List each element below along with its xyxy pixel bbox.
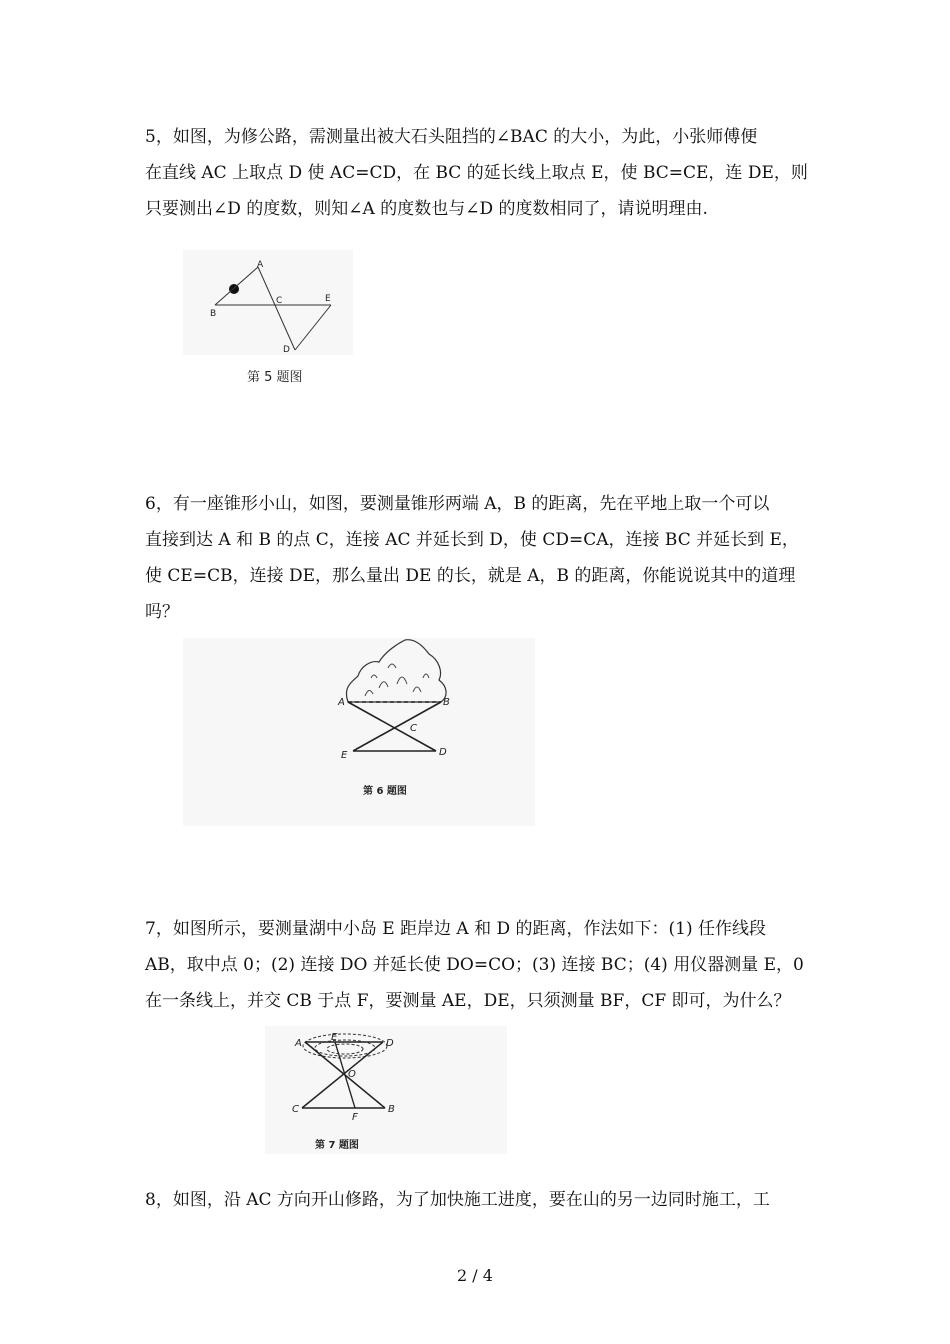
fig7-label-a: A [295, 1038, 302, 1049]
fig7-label-b: B [388, 1104, 395, 1115]
fig6-label-b: B [443, 697, 450, 708]
q6-line-1: 6，有一座锥形小山，如图，要测量锥形两端 A，B 的距离，先在平地上取一个可以 [145, 494, 770, 514]
question-5-text [145, 119, 810, 227]
fig7-label-e: E [331, 1032, 338, 1043]
q6-line-2: 直接到达 A 和 B 的点 C，连接 AC 并延长到 D，使 CD=CA，连接 BC 并延长到 E， [145, 530, 799, 550]
question-7-text [145, 911, 810, 1019]
fig7-caption: 第 7 题图 [315, 1140, 359, 1151]
fig6-label-e: E [341, 750, 348, 761]
fig5-label-d: D [283, 345, 290, 355]
fig6-caption: 第 6 题图 [363, 786, 407, 797]
question-6-text [145, 486, 810, 630]
q5-line-3: 只要测出∠D 的度数，则知∠A 的度数也与∠D 的度数相同了，请说明理由. [145, 199, 708, 219]
fig6-label-d: D [439, 747, 447, 758]
q5-line-1: 5，如图，为修公路，需测量出被大石头阻挡的∠BAC 的大小，为此，小张师傅便 [145, 127, 758, 147]
fig5-label-e: E [325, 294, 331, 304]
fig5-caption: 第 5 题图 [247, 370, 303, 385]
q8-line-1: 8，如图，沿 AC 方向开山修路，为了加快施工进度，要在山的另一边同时施工，工 [145, 1190, 770, 1210]
fig5-label-c: C [276, 296, 283, 306]
figure-7 [265, 1026, 510, 1156]
q6-line-4: 吗？ [145, 602, 179, 622]
fig7-label-f: F [352, 1112, 358, 1123]
q7-line-2: AB，取中点 0；(2) 连接 DO 并延长使 DO=CO；(3) 连接 BC；(4) 用仪器测量 E，0 [145, 955, 804, 975]
figure-6 [183, 638, 538, 828]
page-number: 2 / 4 [457, 1266, 493, 1285]
q5-line-2: 在直线 AC 上取点 D 使 AC=CD，在 BC 的延长线上取点 E，使 BC=CE，连 DE，则 [145, 163, 808, 183]
fig6-label-c: C [410, 723, 417, 734]
fig6-label-a: A [338, 697, 345, 708]
figure-5 [183, 250, 363, 395]
q6-line-3: 使 CE=CB，连接 DE，那么量出 DE 的长，就是 A，B 的距离，你能说说其中的道理 [145, 566, 796, 586]
fig7-label-c: C [292, 1104, 299, 1115]
fig5-label-a: A [257, 260, 264, 270]
fig7-label-d: D [386, 1038, 394, 1049]
q7-line-1: 7，如图所示，要测量湖中小岛 E 距岸边 A 和 D 的距离，作法如下：(1) 任作线段 [145, 919, 767, 939]
question-8-text [145, 1182, 810, 1218]
q7-line-3: 在一条线上，并交 CB 于点 F，要测量 AE，DE，只须测量 BF，CF 即可，为什么？ [145, 991, 791, 1011]
fig5-label-b: B [210, 309, 217, 319]
fig7-label-o: O [348, 1069, 356, 1080]
